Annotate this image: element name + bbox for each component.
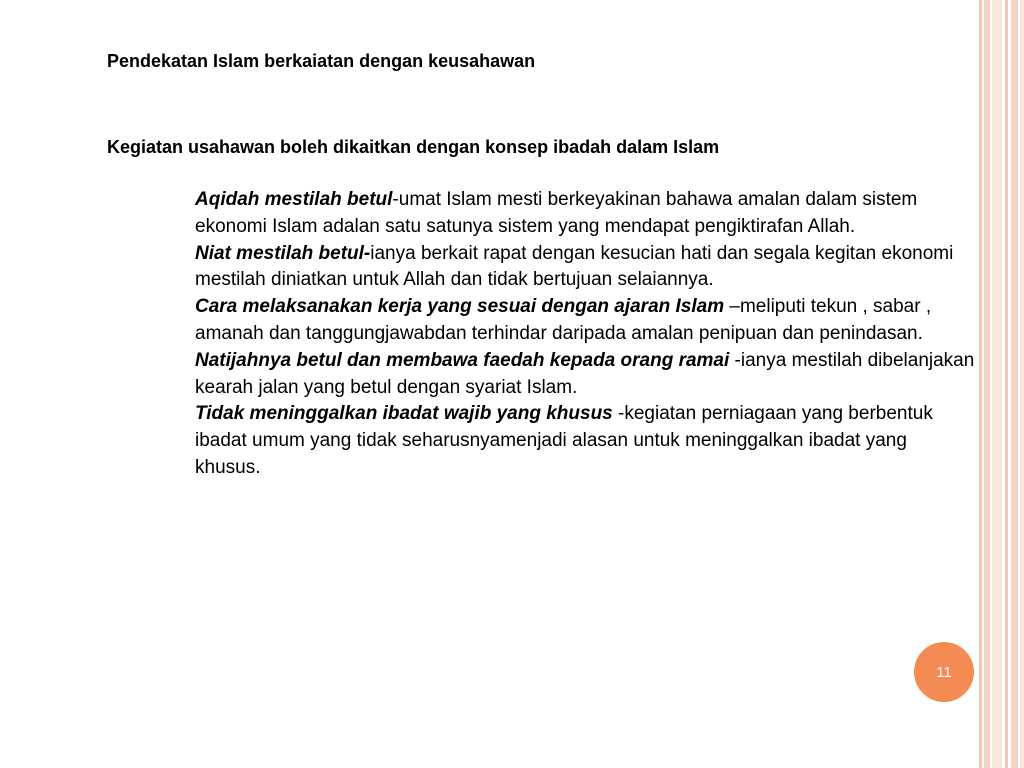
slide-title: Pendekatan Islam berkaiatan dengan keusahawan [107, 51, 536, 71]
decorative-stripe [1011, 0, 1018, 768]
point-text: –meliputi tekun , sabar , amanah dan tanggungjawabdan terhindar daripada amalan penipuan dan penindasan. [195, 296, 932, 344]
point-term: Niat mestilah betul- [195, 242, 371, 264]
decorative-stripe [1005, 0, 1008, 768]
point-item [195, 241, 975, 295]
decorative-stripe [1020, 0, 1024, 768]
point-item [195, 187, 975, 241]
point-text: -ianya mestilah dibelanjakan kearah jalan yang betul dengan syariat Islam. [195, 349, 975, 398]
page-number: 11 [936, 663, 952, 681]
section-heading: Kegiatan usahawan boleh dikaitkan dengan konsep ibadah dalam Islam [107, 137, 720, 157]
point-text: -kegiatan perniagaan yang berbentuk ibadat umum yang tidak seharusnyamenjadi alasan untuk meninggalkan ibadat yang khusus. [195, 403, 933, 478]
page-number-badge [914, 642, 974, 702]
point-item [195, 401, 975, 481]
points-list [195, 187, 975, 482]
point-term: Tidak meninggalkan ibadat wajib yang khusus [195, 403, 613, 425]
point-item [195, 294, 975, 348]
point-term: Cara melaksanakan kerja yang sesuai dengan ajaran Islam [195, 296, 725, 318]
decorative-stripe [992, 0, 1002, 768]
point-text: -umat Islam mesti berkeyakinan bahawa amalan dalam sistem ekonomi Islam adalan satu satunya sistem yang mendapat pengiktirafan Allah. [195, 189, 918, 237]
point-text: ianya berkait rapat dengan kesucian hati dan segala kegitan ekonomi mestilah diniatkan untuk Allah dan tidak bertujuan selaiannya. [195, 242, 954, 291]
point-item [195, 348, 975, 402]
decorative-stripe [984, 0, 990, 768]
decorative-stripe [979, 0, 982, 768]
point-term: Natijahnya betul dan membawa faedah kepada orang ramai [195, 349, 730, 371]
point-term: Aqidah mestilah betul [195, 189, 393, 210]
